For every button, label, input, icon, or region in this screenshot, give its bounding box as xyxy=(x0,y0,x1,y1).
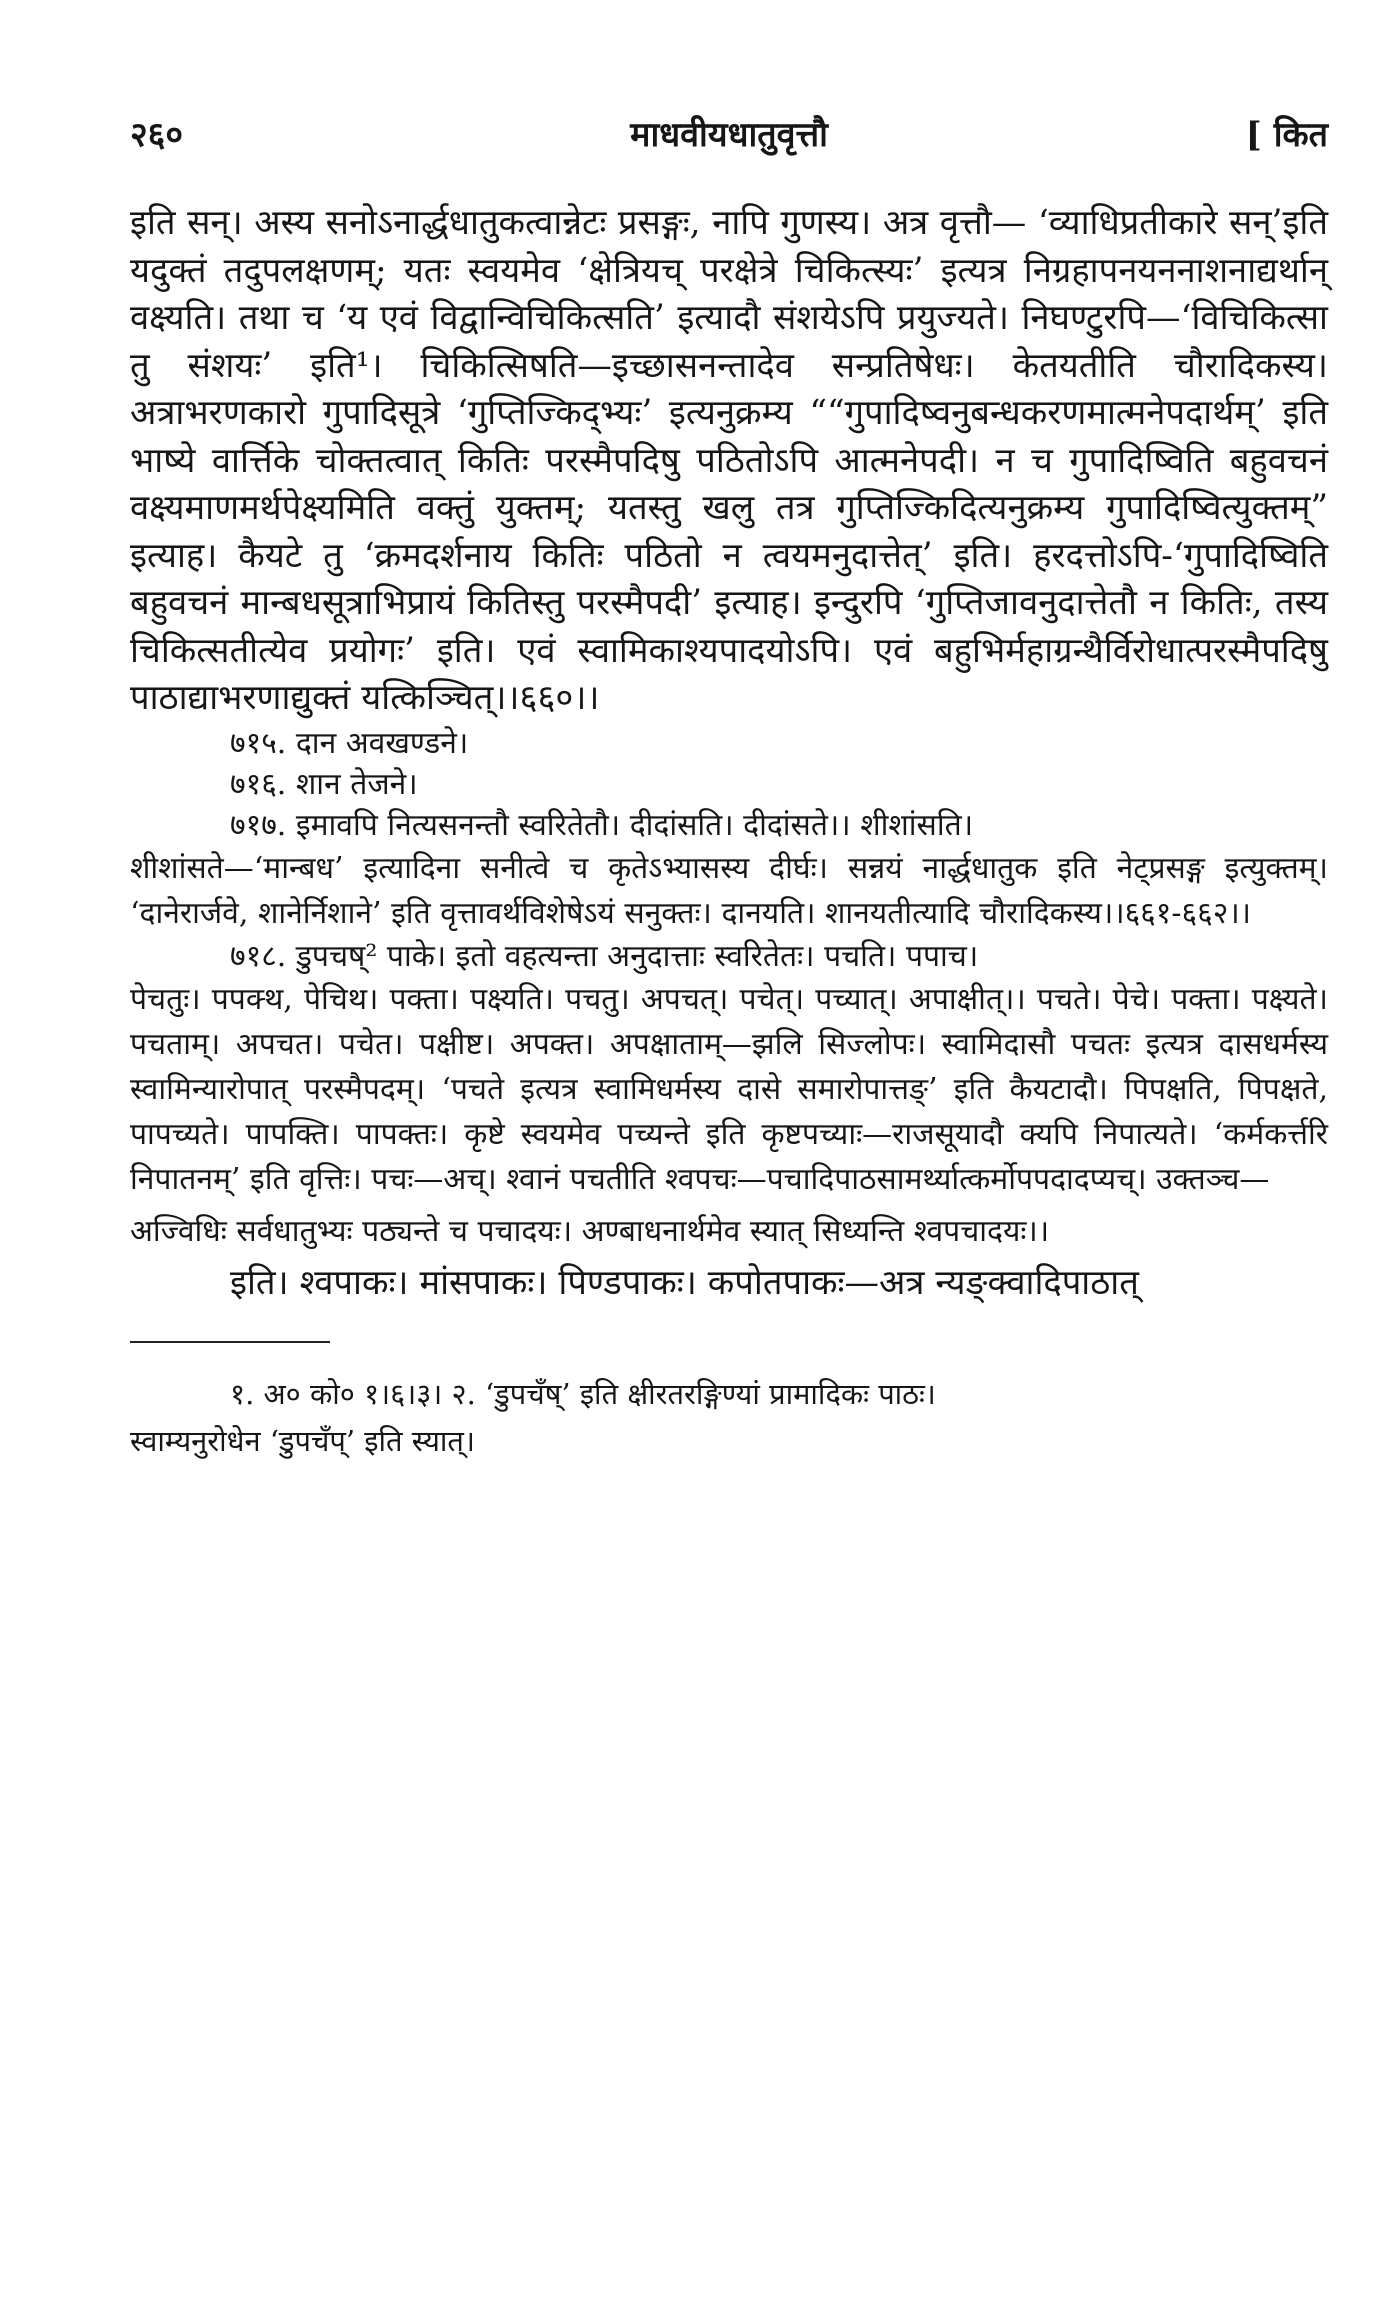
footnote-divider xyxy=(130,1341,330,1343)
running-title: माधवीयधातुवृत्तौ xyxy=(630,115,828,155)
page-body xyxy=(130,200,1328,1307)
page-number: २६० xyxy=(130,115,184,155)
footnote: १. अ० को० १।६।३। २. ‘डुपचँष्’ इति क्षीरतरङ्गिण्यां प्रामादिकः पाठः। xyxy=(230,1377,936,1411)
commentary-paragraph: शीशांसते—‘मान्बध’ इत्यादिना सनीत्वे च कृतेऽभ्यासस्य दीर्घः। सन्नयं नार्द्धधातुक इति नेट्प्रसङ्ग इत्युक्तम्। ‘दानेरार्जवे, शानेर्निशाने’ इति वृत्तावर्थविशेषेऽयं सनुक्तः। दानयति। शानयतीत्यादि चौरादिकस्य।।६६१-६६२।। xyxy=(130,850,1328,931)
root-entry-716: ७१६. शान तेजने। xyxy=(230,766,418,802)
quoted-verse: अज्विधिः सर्वधातुभ्यः पठ्यन्ते च पचादयः। अण्बाधनार्थमेव स्यात् सिध्यन्ति श्वपचादयः।। xyxy=(130,1213,1050,1249)
footnote: स्वाम्यनुरोधेन ‘डुपचँप्’ इति स्यात्। xyxy=(130,1424,475,1458)
root-entry-718: ७१८. डुपचष्² पाके। इतो वहत्यन्ता अनुदात्ताः स्वरितेतः। पचति। पपाच। xyxy=(230,938,979,974)
section-marker: [ कित xyxy=(1245,115,1328,155)
footnotes xyxy=(130,1371,1328,1465)
commentary-paragraph: इति सन्। अस्य सनोऽनार्द्धधातुकत्वान्नेटः प्रसङ्गः, नापि गुणस्य। अत्र वृत्तौ— ‘व्याधिप्रतीकारे सन्’इति यदुक्तं तदुपलक्षणम्; यतः स्वयमेव ‘क्षेत्रियच् परक्षेत्रे चिकित्स्यः’ इत्यत्र निग्रहापनयननाशनाद्यर्थान् वक्ष्यति। तथा च ‘य एवं विद्वान्विचिकित्सति’ इत्यादौ संशयेऽपि प्रयुज्यते। निघण्टुरपि—‘विचिकित्सा तु संशयः’ इति¹। चिकित्सिषति—इच्छासनन्तादेव सन्प्रतिषेधः। केतयतीति चौरादिकस्य। अत्राभरणकारो गुपादिसूत्रे ‘गुप्तिज्किद्भ्यः’ इत्यनुक्रम्य ““गुपादिष्वनुबन्धकरणमात्मनेपदार्थम्’ इति भाष्ये वार्त्तिके चोक्तत्वात् कितिः परस्मैपदिषु पठितोऽपि आत्मनेपदी। न च गुपादिष्विति बहुवचनं वक्ष्यमाणमर्थपेक्ष्यमिति वक्तुं युक्तम्; यतस्तु खलु तत्र गुप्तिज्किदित्यनुक्रम्य गुपादिष्वित्युक्तम्” इत्याह। कैयटे तु ‘क्रमदर्शनाय कितिः पठितो न त्वयमनुदात्तेत्’ इति। हरदत्तोऽपि-‘गुपादिष्विति बहुवचनं मान्बधसूत्राभिप्रायं कितिस्तु परस्मैपदी’ इत्याह। इन्दुरपि ‘गुप्तिजावनुदात्तेतौ न कितिः, तस्य चिकित्सतीत्येव प्रयोगः’ इति। एवं स्वामिकाश्यपादयोऽपि। एवं बहुभिर्महाग्रन्थैर्विरोधात्परस्मैपदिषु पाठाद्याभरणाद्युक्तं यत्किञ्चित्।।६६०।। xyxy=(130,203,1328,718)
root-entry-715: ७१५. दान अवखण्डने। xyxy=(230,725,469,761)
commentary-paragraph: पेचतुः। पपक्थ, पेचिथ। पक्ता। पक्ष्यति। पचतु। अपचत्। पचेत्। पच्यात्। अपाक्षीत्।। पचते। पेचे। पक्ता। पक्ष्यते। पचताम्। अपचत। पचेत। पक्षीष्ट। अपक्त। अपक्षाताम्—झलि सिज्लोपः। स्वामिदासौ पचतः इत्यत्र दासधर्मस्य स्वामिन्यारोपात् परस्मैपदम्। ‘पचते इत्यत्र स्वामिधर्मस्य दासे समारोपात्तङ्’ इति कैयटादौ। पिपक्षति, पिपक्षते, पापच्यते। पापक्ति। पापक्तः। कृष्टे स्वयमेव पच्यन्ते इति कृष्टपच्याः—राजसूयादौ क्यपि निपात्यते। ‘कर्मकर्त्तरि निपातनम्’ इति वृत्तिः। पचः—अच्। श्वानं पचतीति श्वपचः—पचादिपाठसामर्थ्यात्कर्मोपपदादप्यच्। उक्तञ्च— xyxy=(130,981,1328,1197)
page-header xyxy=(130,110,1328,190)
commentary-paragraph: इति। श्वपाकः। मांसपाकः। पिण्डपाकः। कपोतपाकः—अत्र न्यङ्क्वादिपाठात् xyxy=(230,1262,1139,1303)
root-entry-717: ७१७. इमावपि नित्यसनन्तौ स्वरितेतौ। दीदांसति। दीदांसते।। शीशांसति। xyxy=(230,807,974,843)
